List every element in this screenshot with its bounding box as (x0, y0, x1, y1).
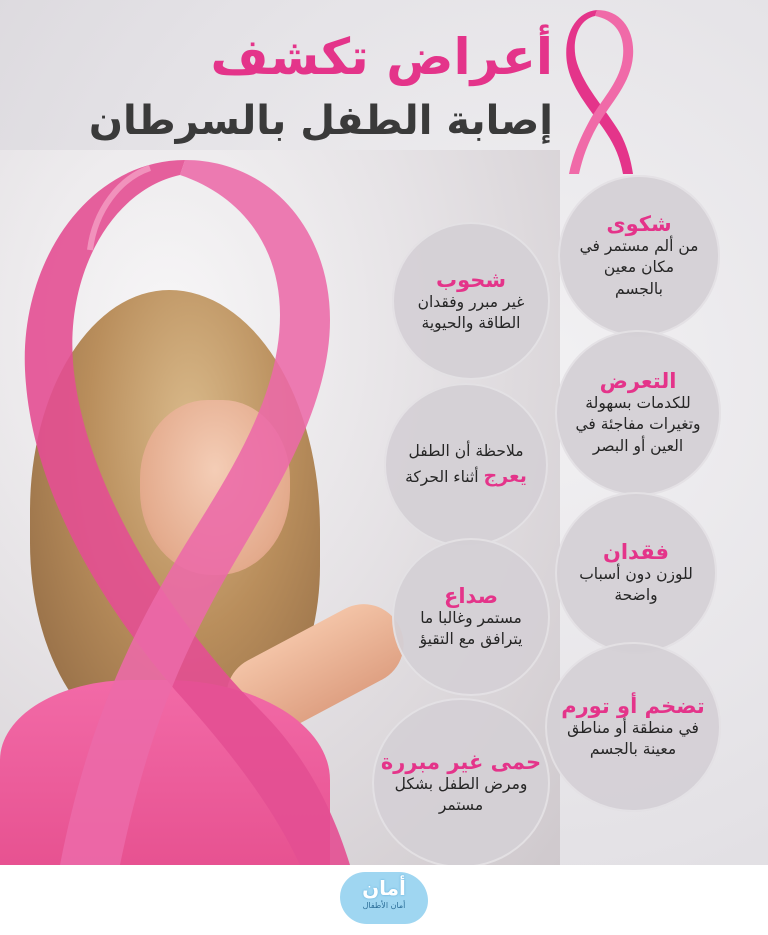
symptom-line: واضحة (614, 586, 658, 605)
symptom-line: ملاحظة أن الطفل (408, 442, 524, 461)
symptom-circle-headache (392, 538, 550, 696)
symptom-title: التعرض (599, 368, 677, 393)
symptom-title: شحوب (435, 267, 507, 292)
symptom-circle-pallor (392, 222, 550, 380)
symptom-line (405, 463, 527, 489)
symptom-line-rest: أثناء الحركة (405, 467, 479, 486)
symptom-circle-limping (384, 383, 548, 547)
symptom-title: شكوى (606, 211, 672, 236)
symptom-line: الطاقة والحيوية (421, 314, 521, 333)
subtitle: إصابة الطفل بالسرطان (88, 98, 553, 144)
symptom-line: يترافق مع التقيؤ (419, 630, 523, 649)
symptom-highlight: يعرج (483, 464, 527, 487)
brand-tagline: أمان الأطفال (362, 901, 406, 910)
symptom-line: مستمر وغالبا ما (420, 608, 522, 627)
symptom-line: معينة بالجسم (589, 740, 677, 759)
symptom-line: من ألم مستمر في (579, 237, 699, 255)
symptom-line: للوزن دون أسباب (579, 564, 693, 583)
aman-logo-icon (340, 872, 428, 924)
symptom-title: حمى غير مبررة (380, 749, 542, 774)
symptom-line: مكان معين (603, 258, 675, 277)
symptom-title: صداع (444, 583, 498, 608)
symptom-line: للكدمات بسهولة (585, 394, 691, 412)
ribbon-logo-icon (565, 8, 645, 178)
symptom-line: غير مبرر وفقدان (417, 292, 525, 311)
symptom-circle-pain (558, 175, 720, 337)
symptom-title: فقدان (602, 539, 670, 564)
symptom-circle-bruising (555, 330, 721, 496)
symptom-line: في منطقة أو مناطق (567, 718, 699, 737)
symptom-circle-weight-loss (555, 492, 717, 654)
symptom-line: العين أو البصر (592, 436, 684, 455)
symptom-circle-swelling (545, 642, 721, 812)
brand-name: أمان (362, 876, 406, 900)
main-title: أعراض تكشف (210, 28, 553, 86)
symptom-line: ومرض الطفل بشكل (394, 774, 528, 793)
symptom-title: تضخم أو تورم (561, 693, 705, 718)
symptom-line: مستمر (438, 796, 484, 815)
symptom-circle-fever (372, 698, 550, 868)
symptom-line: وتغيرات مفاجئة في (575, 415, 701, 434)
symptom-line: بالجسم (615, 279, 663, 298)
